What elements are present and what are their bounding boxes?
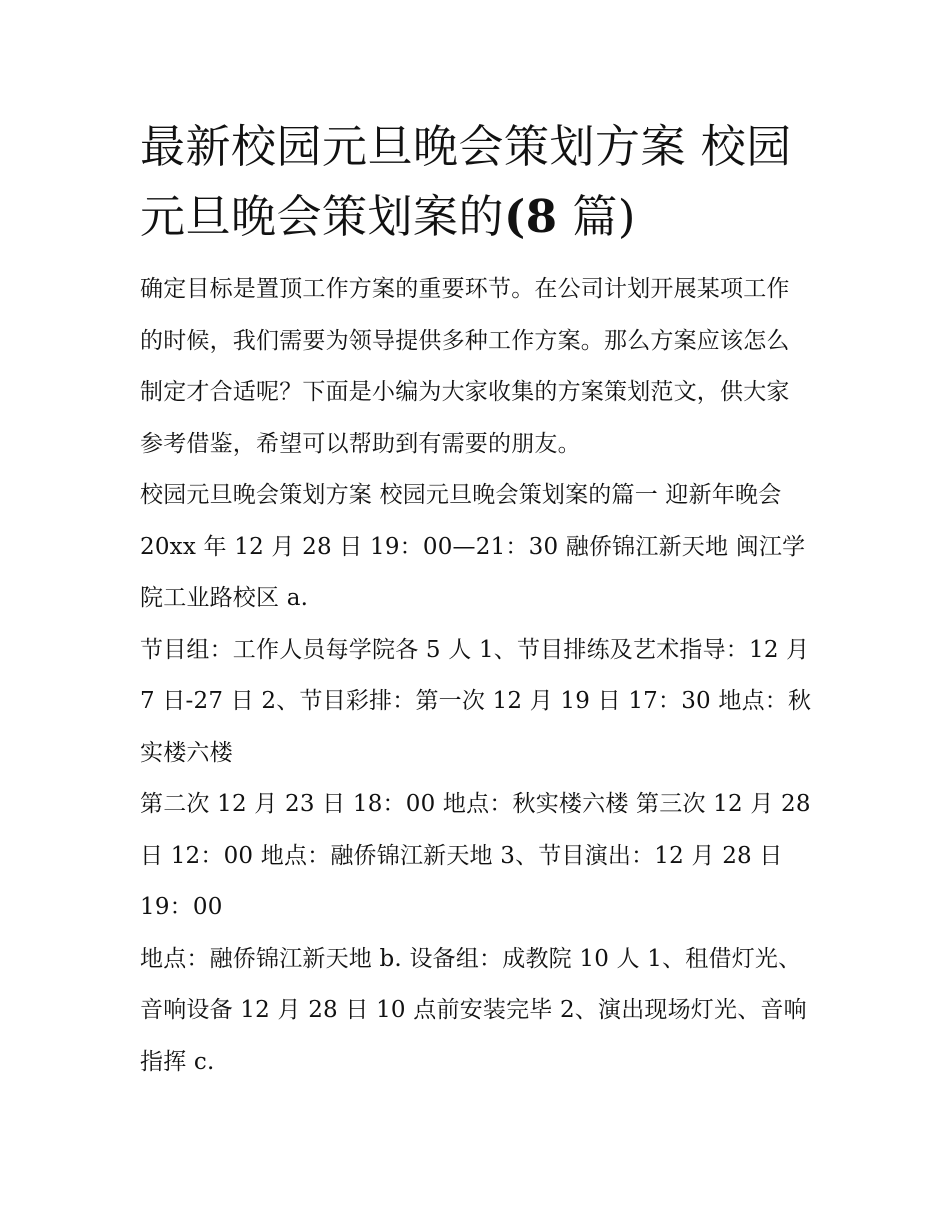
event-overview-paragraph: 校园元旦晚会策划方案 校园元旦晚会策划案的篇一 迎新年晚会 20xx 年 12 月 28 日 19：00—21：30 融侨锦江新天地 闽江学院工业路校区 a. [140,482,806,611]
intro-paragraph: 确定目标是置顶工作方案的重要环节。在公司计划开展某项工作的时候，我们需要为领导提供多种工作方案。那么方案应该怎么制定才合适呢？下面是小编为大家收集的方案策划范文，供大家参考借鉴，希望可以帮助到有需要的朋友。 [140,276,790,457]
document-title [140,112,812,252]
program-group-paragraph: 节目组：工作人员每学院各 5 人 1、节目排练及艺术指导：12 月 7 日-27 日 2、节目彩排：第一次 12 月 19 日 17：30 地点：秋实楼六楼 [140,636,812,766]
document-content [140,112,812,1088]
title-text: 最新校园元旦晚会策划方案 校园元旦晚会策划案的 [140,120,792,243]
title-count: (8 [504,190,558,243]
equipment-group-paragraph: 地点：融侨锦江新天地 b. 设备组：成教院 10 人 1、租借灯光、音响设备 12 月 28 日 10 点前安装完毕 2、演出现场灯光、音响指挥 c. [140,945,807,1075]
title-suffix: 篇) [557,190,636,243]
rehearsal-schedule-paragraph: 第二次 12 月 23 日 18：00 地点：秋实楼六楼 第三次 12 月 28 日 12：00 地点：融侨锦江新天地 3、节目演出：12 月 28 日 19：00 [140,791,811,920]
